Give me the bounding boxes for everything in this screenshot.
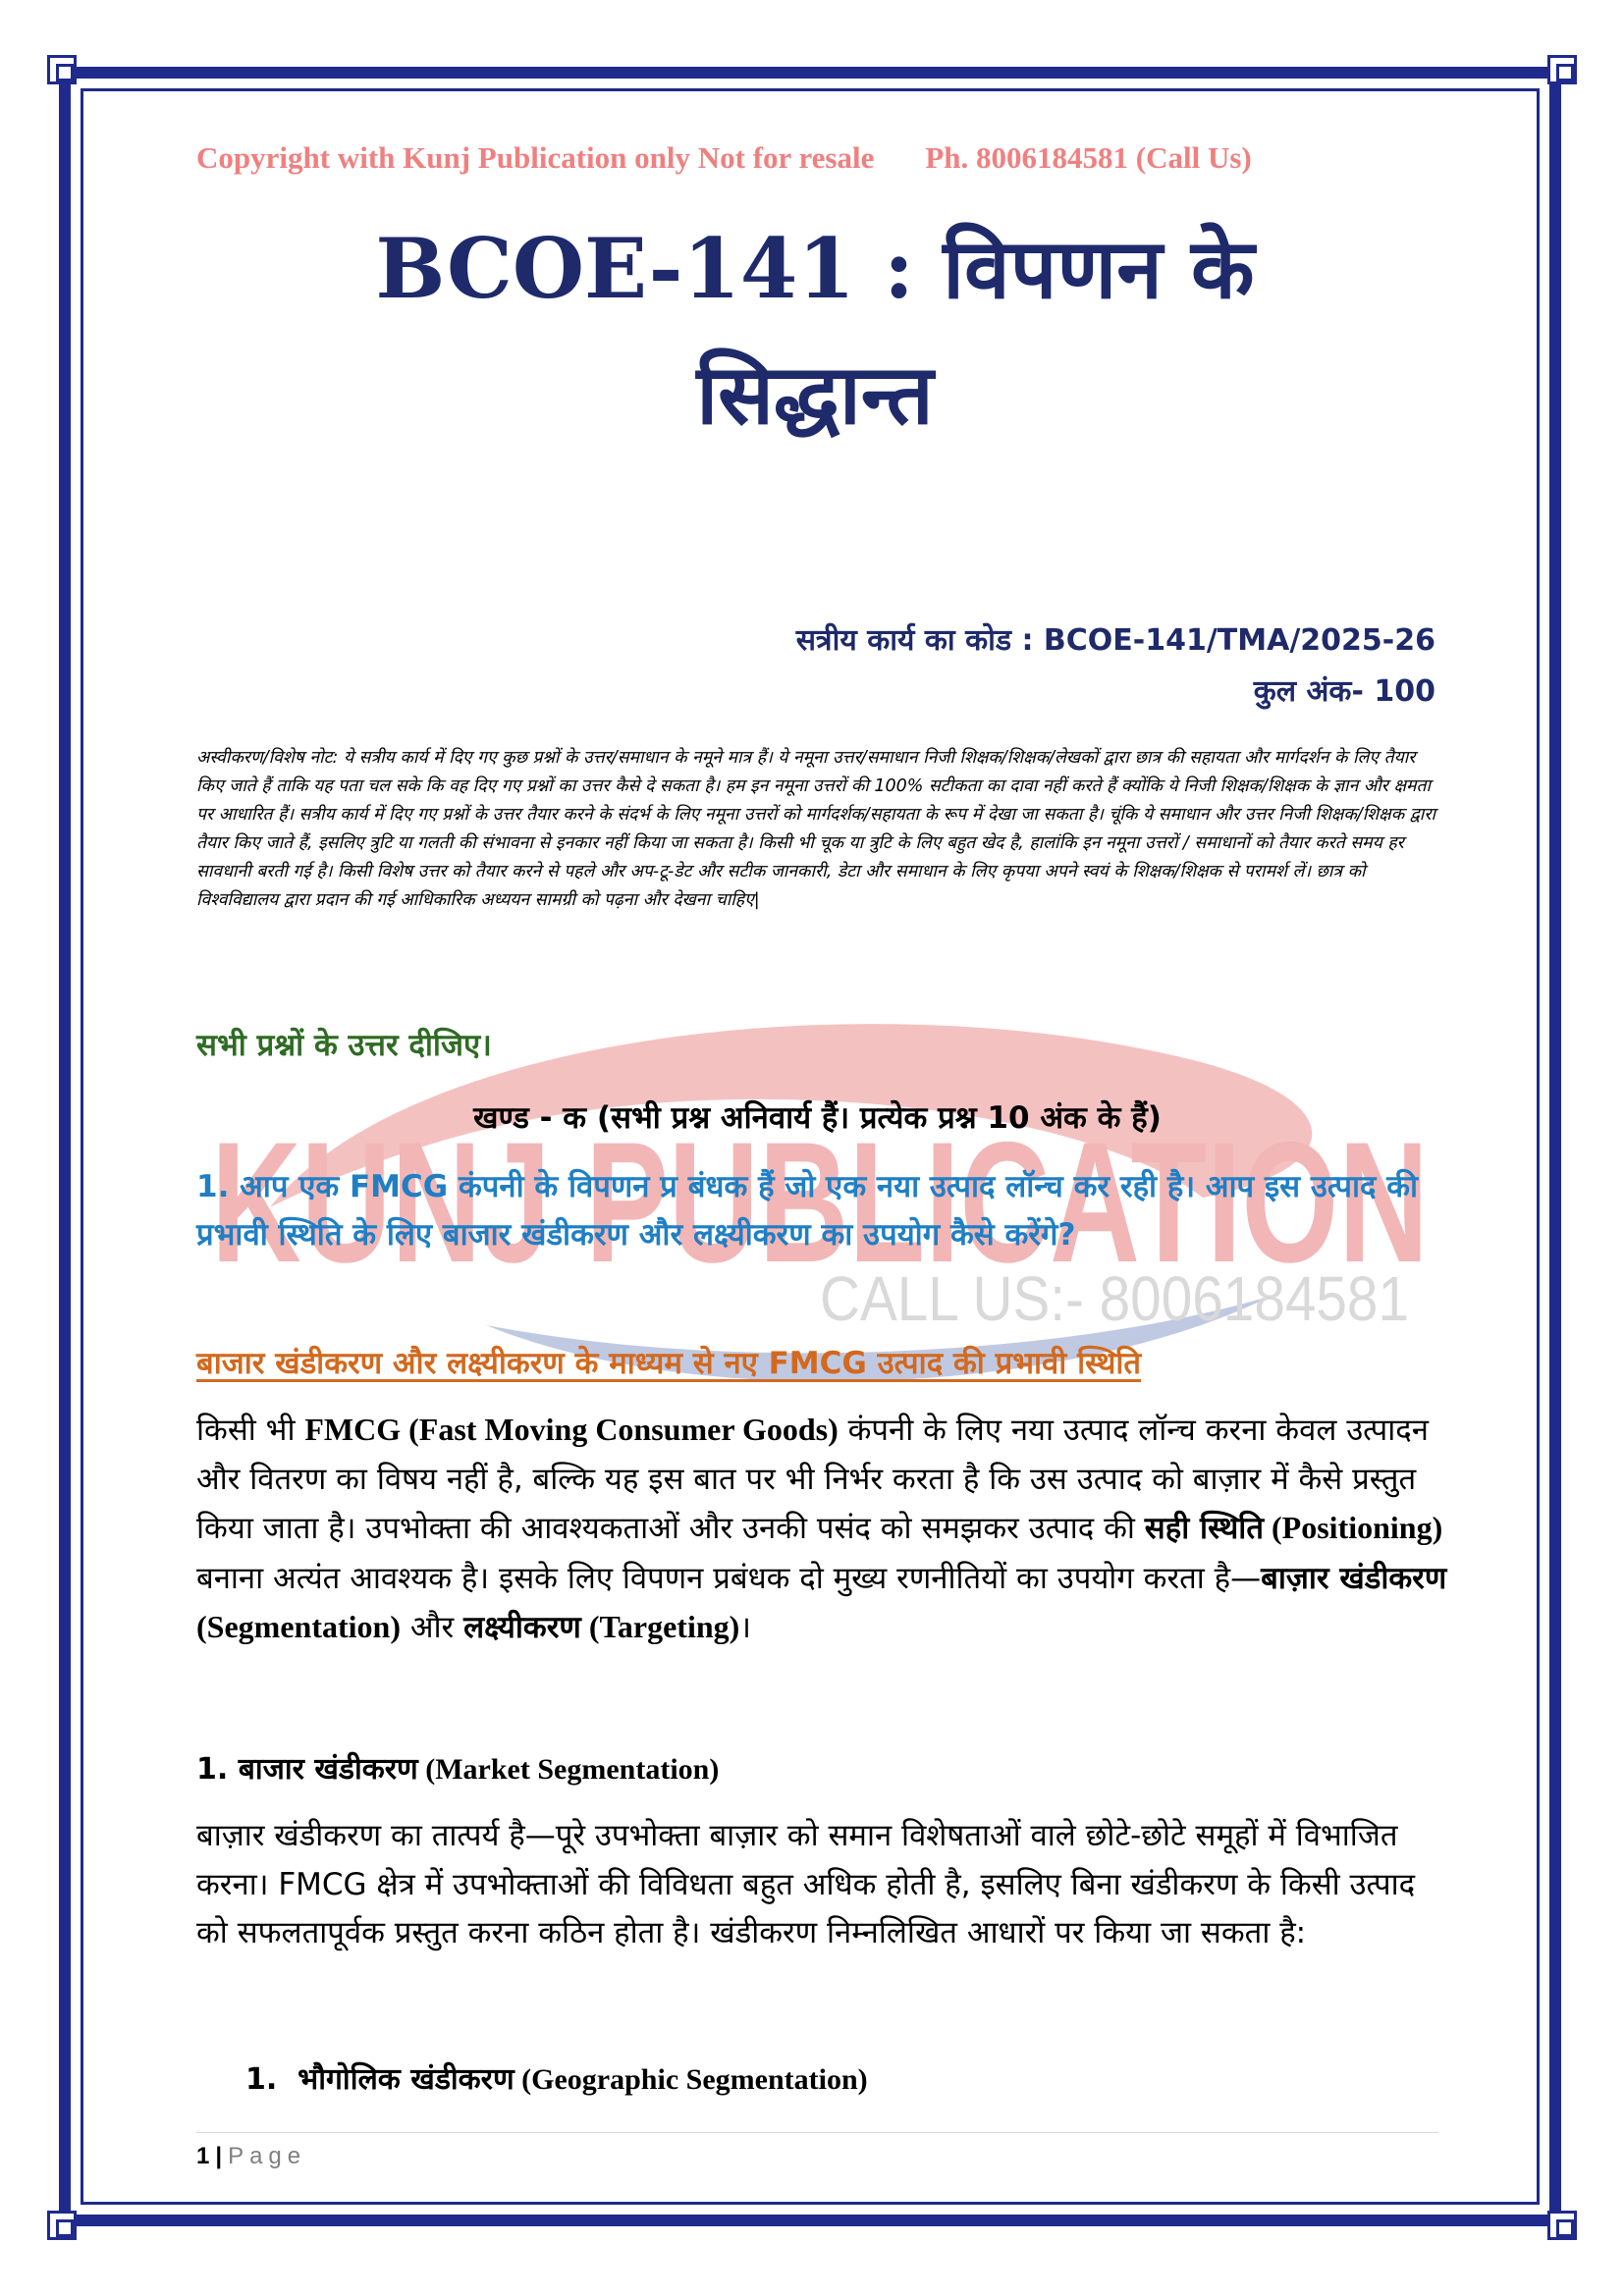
para1-positioning-hi: सही स्थिति: [1144, 1511, 1265, 1546]
corner-ornament-br: [1547, 2211, 1577, 2240]
section-heading: खण्ड - क (सभी प्रश्न अनिवार्य हैं। प्रत्येक प्रश्न 10 अंक के हैं): [473, 1100, 1162, 1136]
answer-heading: बाजार खंडीकरण और लक्ष्यीकरण के माध्यम से नए FMCG उत्पाद की प्रभावी स्थिति: [196, 1346, 1142, 1381]
para1-targeting-hi: लक्ष्यीकरण: [463, 1610, 581, 1645]
list-item-geographic: [245, 2057, 868, 2098]
para1-text-2: कंपनी के लिए नया उत्पाद लॉन्च करना केवल उत्पादन और वितरण का विषय नहीं है, बल्कि यह इस बात पर भी निर्भर करता है कि उस उत्पाद को बाज़ार में कैसे प्रस्तुत किया जाता है। उपभोक्ता की आवश्यकताओं और उनकी पसंद को समझकर उत्पाद की: [196, 1413, 1429, 1546]
page-number: 1: [196, 2143, 210, 2169]
disclaimer-note: अस्वीकरण/विशेष नोट: ये सत्रीय कार्य में दिए गए कुछ प्रश्नों के उत्तर/समाधान के नमूने मात्र हैं। ये नमूना उत्तर/समाधान निजी शिक्षक/शिक्षक/लेखकों द्वारा छात्र की सहायता और मार्गदर्शन के लिए तैयार किए जाते हैं ताकि यह पता चल सके कि वह दिए गए प्रश्नों का उत्तर कैसे दे सकता है। हम इन नमूना उत्तरों की 100% सटीकता का दावा नहीं करते हैं क्योंकि ये निजी शिक्षक/शिक्षक के ज्ञान और क्षमता पर आधारित हैं। सत्रीय कार्य में दिए गए प्रश्नों के उत्तर तैयार करने के संदर्भ के लिए नमूना उत्तरों को मार्गदर्शक/सहायता के रूप में देखा जा सकता है। चूंकि ये समाधान और उत्तर निजी शिक्षक/शिक्षक द्वारा तैयार किए जाते हैं, इसलिए त्रुटि या गलती की संभावना से इनकार नहीं किया जा सकता है। किसी भी चूक या त्रुटि के लिए बहुत खेद है, हालांकि इन नमूना उत्तरों / समाधानों को तैयार करते समय हर सावधानी बरती गई है। किसी विशेष उत्तर को तैयार करने से पहले और अप-टू-डेट और सटीक जानकारी, डेटा और समाधान के लिए कृपया अपने स्वयं के शिक्षक/शिक्षक से परामर्श लें। छात्र को विश्वविद्यालय द्वारा प्रदान की गई आधिकारिक अध्ययन सामग्री को पढ़ना और देखना चाहिए|: [196, 748, 1436, 910]
page-label: Page: [228, 2143, 307, 2169]
footer-separator: |: [215, 2143, 223, 2169]
list-item-hi: भौगोलिक खंडीकरण: [298, 2062, 514, 2097]
watermark-call: CALL US:- 8006184581: [820, 1263, 1409, 1334]
title-line-2: सिद्धान्त: [696, 346, 934, 443]
assignment-code: सत्रीय कार्य का कोड : BCOE-141/TMA/2025-26: [795, 623, 1435, 658]
para1-positioning-en: (Positioning): [1264, 1510, 1443, 1545]
assignment-info: [796, 615, 1435, 718]
para1-text-3: बनाना अत्यंत आवश्यक है। इसके लिए विपणन प्रबंधक दो मुख्य रणनीतियों का उपयोग करता है—: [196, 1560, 1262, 1596]
question-1: 1. आप एक FMCG कंपनी के विपणन प्र बंधक हैं जो एक नया उत्पाद लॉन्च कर रही है। आप इस उत्पाद की प्रभावी स्थिति के लिए बाजार खंडीकरण और लक्ष्यीकरण का उपयोग कैसे करेंगे?: [196, 1169, 1419, 1253]
segmentation-paragraph: बाज़ार खंडीकरण का तात्पर्य है—पूरे उपभोक्ता बाज़ार को समान विशेषताओं वाले छोटे-छोटे समूहों में विभाजित करना। FMCG क्षेत्र में उपभोक्ताओं की विविधता बहुत अधिक होती है, इसलिए बिना खंडीकरण के किसी उत्पाद को सफलतापूर्वक प्रस्तुत करना कठिन होता है। खंडीकरण निम्नलिखित आधारों पर किया जा सकता है:: [196, 1818, 1416, 1950]
page-footer: [196, 2143, 306, 2170]
subheading-en: (Market Segmentation): [417, 1753, 720, 1786]
corner-ornament-tl: [47, 55, 77, 84]
phone-text: Ph. 8006184581 (Call Us): [925, 140, 1252, 175]
corner-ornament-bl: [47, 2211, 77, 2240]
list-number: 1.: [245, 2062, 278, 2097]
intro-paragraph: [196, 1406, 1448, 1653]
list-item-en: (Geographic Segmentation): [514, 2063, 868, 2096]
copyright-text: Copyright with Kunj Publication only Not for resale: [196, 140, 875, 175]
para1-end: ।: [739, 1610, 752, 1645]
para1-text-1: किसी भी: [196, 1413, 305, 1448]
total-marks: कुल अंक- 100: [1253, 674, 1435, 709]
copyright-header: [196, 140, 1434, 176]
document-title: [128, 206, 1502, 457]
para1-segmentation-en: (Segmentation): [196, 1609, 401, 1644]
subheading-hi: 1. बाजार खंडीकरण: [196, 1752, 418, 1787]
instruction-text: सभी प्रश्नों के उत्तर दीजिए।: [196, 1028, 492, 1063]
corner-ornament-tr: [1547, 55, 1577, 84]
para1-text-4: और: [400, 1610, 464, 1645]
para1-targeting-en: (Targeting): [580, 1609, 740, 1644]
footer-divider: [196, 2132, 1438, 2133]
watermark-brand: KUNJ PUBLICATION: [211, 1107, 1429, 1299]
subheading-market-segmentation: [196, 1747, 719, 1788]
para1-fmcg: FMCG (Fast Moving Consumer Goods): [304, 1412, 839, 1447]
title-line-1: BCOE-141 : विपणन के: [375, 220, 1255, 317]
para1-segmentation-hi: बाज़ार खंडीकरण: [1261, 1560, 1447, 1596]
